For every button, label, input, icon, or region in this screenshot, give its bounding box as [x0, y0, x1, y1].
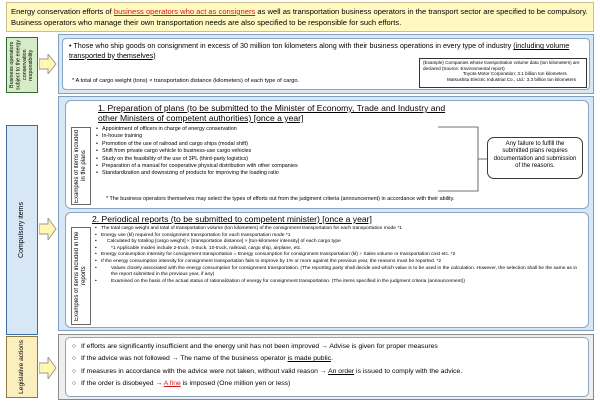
- reports-examples-label-text: Examples of items included in the reports: [74, 231, 87, 321]
- legal-action-list: [72, 341, 582, 391]
- legal-action-item: [72, 366, 582, 378]
- circle-icon: ○: [72, 355, 77, 363]
- circle-icon: ○: [72, 367, 77, 375]
- circle-icon: ○: [72, 380, 77, 388]
- legislative-panel: [58, 334, 594, 400]
- plans-item: • Shift from private cargo vehicle to business-use cargo vehicles: [96, 148, 436, 155]
- legal-consequence-tail: .: [331, 355, 333, 363]
- side-label-compulsory: [6, 125, 38, 335]
- arrow-icon: →: [321, 343, 328, 350]
- plans-title: 1. Preparation of plans (to be submitted to the Minister of Economy, Trade and Industry and other Ministers of competent authorities) [once a year]: [98, 103, 446, 123]
- reports-item: • The total cargo weight and total of transportation volume (ton kilometers) of the consignment transportation for each transportation mode *1: [95, 226, 585, 233]
- failure-note-box: [487, 137, 583, 179]
- plans-examples-label: [71, 127, 91, 205]
- arrow-icon: →: [171, 355, 179, 363]
- subject-line-underlined: (including volume transported by themselves): [69, 41, 570, 60]
- reports-title: 2. Periodical reports (to be submitted to competent minister) [once a year]: [92, 214, 372, 224]
- side-label-legislative: [6, 336, 38, 398]
- legal-consequence-tail: is issued to comply with the advice.: [354, 367, 463, 375]
- reports-item: • If the energy consumption intensity for consignment transportation fails to improve by 1% or more against the previous year, the reasons must be reported. *2: [95, 259, 585, 266]
- side-label-subject-text: Business operators subject to the energy conservation responsibility: [9, 39, 35, 91]
- example-company-2: Matsushita Electric Industrial Co., Ltd.: 3.3 billion ton kilometers: [447, 77, 576, 83]
- intro-text-2: as well as transportation business operators in the transport sector are specified to be compulsory. Business operators who manage their own transportation needs are also specified to be responsible for such efforts.: [11, 7, 588, 27]
- legal-consequence-emphasis: An order: [328, 367, 355, 375]
- plans-item: • Study on the feasibility of the use of 3PL (third-party logistics): [96, 156, 436, 163]
- reports-item: • Energy use (kl) required for consignment transportation for each transportation mode *1: [95, 233, 585, 240]
- reports-box: [65, 212, 589, 328]
- reports-item: • Values closely associated with the energy consumption for consignment transportation. (The reporting party shall decide and which value is to be used in the calculation. However, the selection shall be the same as in the report submitted in the previous year, if any): [95, 266, 585, 279]
- reports-item-list: [95, 226, 585, 285]
- legal-condition: If the advice was not followed: [81, 355, 172, 363]
- legal-action-item: [72, 378, 582, 390]
- legal-consequence-emphasis: is made public: [287, 355, 332, 363]
- legal-consequence: Advise is given for proper measures: [327, 343, 438, 350]
- plans-item: • Preparation of a manual for cooperative physical distribution with other companies: [96, 163, 436, 170]
- legal-consequence: The name of the business operator: [178, 355, 288, 363]
- legal-condition: If measures in accordance with the advice were not taken, without valid reason: [81, 367, 320, 375]
- arrow-right-icon: [39, 218, 57, 240]
- side-label-legislative-text: Legislative actions: [18, 340, 25, 394]
- reports-examples-label: [71, 227, 91, 325]
- example-companies-box: [419, 58, 587, 88]
- bracket-connector: [438, 125, 490, 195]
- reports-item: • Examined on the basis of the actual status of rationalization of energy for consignment transportation. (The items specified in the judgment criteria (announcement)): [95, 279, 585, 286]
- legislative-inner: [65, 337, 589, 397]
- reports-item: • Calculated by totaling [cargo weight] × [transportation distance] × [ton-kilometer intensity] of each cargo type: [95, 239, 585, 246]
- plans-item: • Appointment of officers in charge of energy conservation: [96, 126, 436, 133]
- plans-item: • In-house training: [96, 133, 436, 140]
- arrow-icon: →: [319, 367, 327, 375]
- subject-inner: [62, 38, 590, 90]
- legal-condition: If efforts are significantly insufficient and the energy unit has not been improved: [81, 343, 322, 350]
- circle-icon: ○: [72, 343, 77, 350]
- plans-item-list: [96, 126, 436, 178]
- plans-box: [65, 100, 589, 209]
- arrow-right-icon: [39, 54, 57, 74]
- reports-item: • Energy consumption intensity for consignment transportation = Energy consumption for consignment transportation (kl) ÷ Sales volume or transportation cost etc. *2: [95, 252, 585, 259]
- arrow-right-icon: [39, 357, 57, 379]
- failure-note-text: Any failure to fulfill the submitted plans requires documentation and submission of the reasons.: [493, 141, 577, 170]
- intro-text-1: Energy conservation efforts of: [11, 7, 114, 16]
- plans-note: * The business operators themselves may select the types of efforts out from the judgment criteria (announcement) in accordance with their ability.: [106, 196, 455, 202]
- arrow-icon: →: [155, 380, 163, 388]
- legal-consequence-emphasis: A fine: [163, 380, 181, 388]
- intro-banner: [6, 2, 594, 32]
- compulsory-panel: [58, 96, 594, 331]
- subject-panel: [58, 34, 594, 94]
- side-label-compulsory-text: Compulsory items: [18, 201, 25, 258]
- subject-line: Those who ship goods on consignment in excess of 30 million ton kilometers along with their business operations in every type of industry: [73, 41, 512, 50]
- legal-condition: If the order is disobeyed: [81, 380, 156, 388]
- legal-action-item: [72, 341, 582, 353]
- example-company-1: Toyota Motor Corporation: 3.1 billion ton kilometers: [463, 71, 567, 77]
- legal-consequence-tail: is imposed (One million yen or less): [180, 380, 291, 388]
- plans-item: • Promotion of the use of railroad and cargo ships (modal shift): [96, 141, 436, 148]
- example-title: (Example) Companies whose transportation volume data (ton kilometers) are declared (Source: Environmental report): [423, 60, 580, 71]
- subject-footnote: * A total of cargo weight (tons) × transportation distance (kilometers) of each type of cargo.: [72, 78, 300, 84]
- bullet-icon: •: [69, 41, 72, 50]
- side-label-subject: [6, 37, 38, 93]
- plans-item: • Standardization and downsizing of products for improving the loading ratio: [96, 170, 436, 177]
- reports-item: • *1 Applicable modes include 2-truck, 4-truck, 10-truck, railroad, cargo ship, airplane, etc.: [95, 246, 585, 253]
- legal-action-item: [72, 353, 582, 365]
- plans-examples-label-text: Examples of items included in the plans: [74, 129, 87, 203]
- intro-highlight: business operators who act as consigners: [113, 7, 256, 16]
